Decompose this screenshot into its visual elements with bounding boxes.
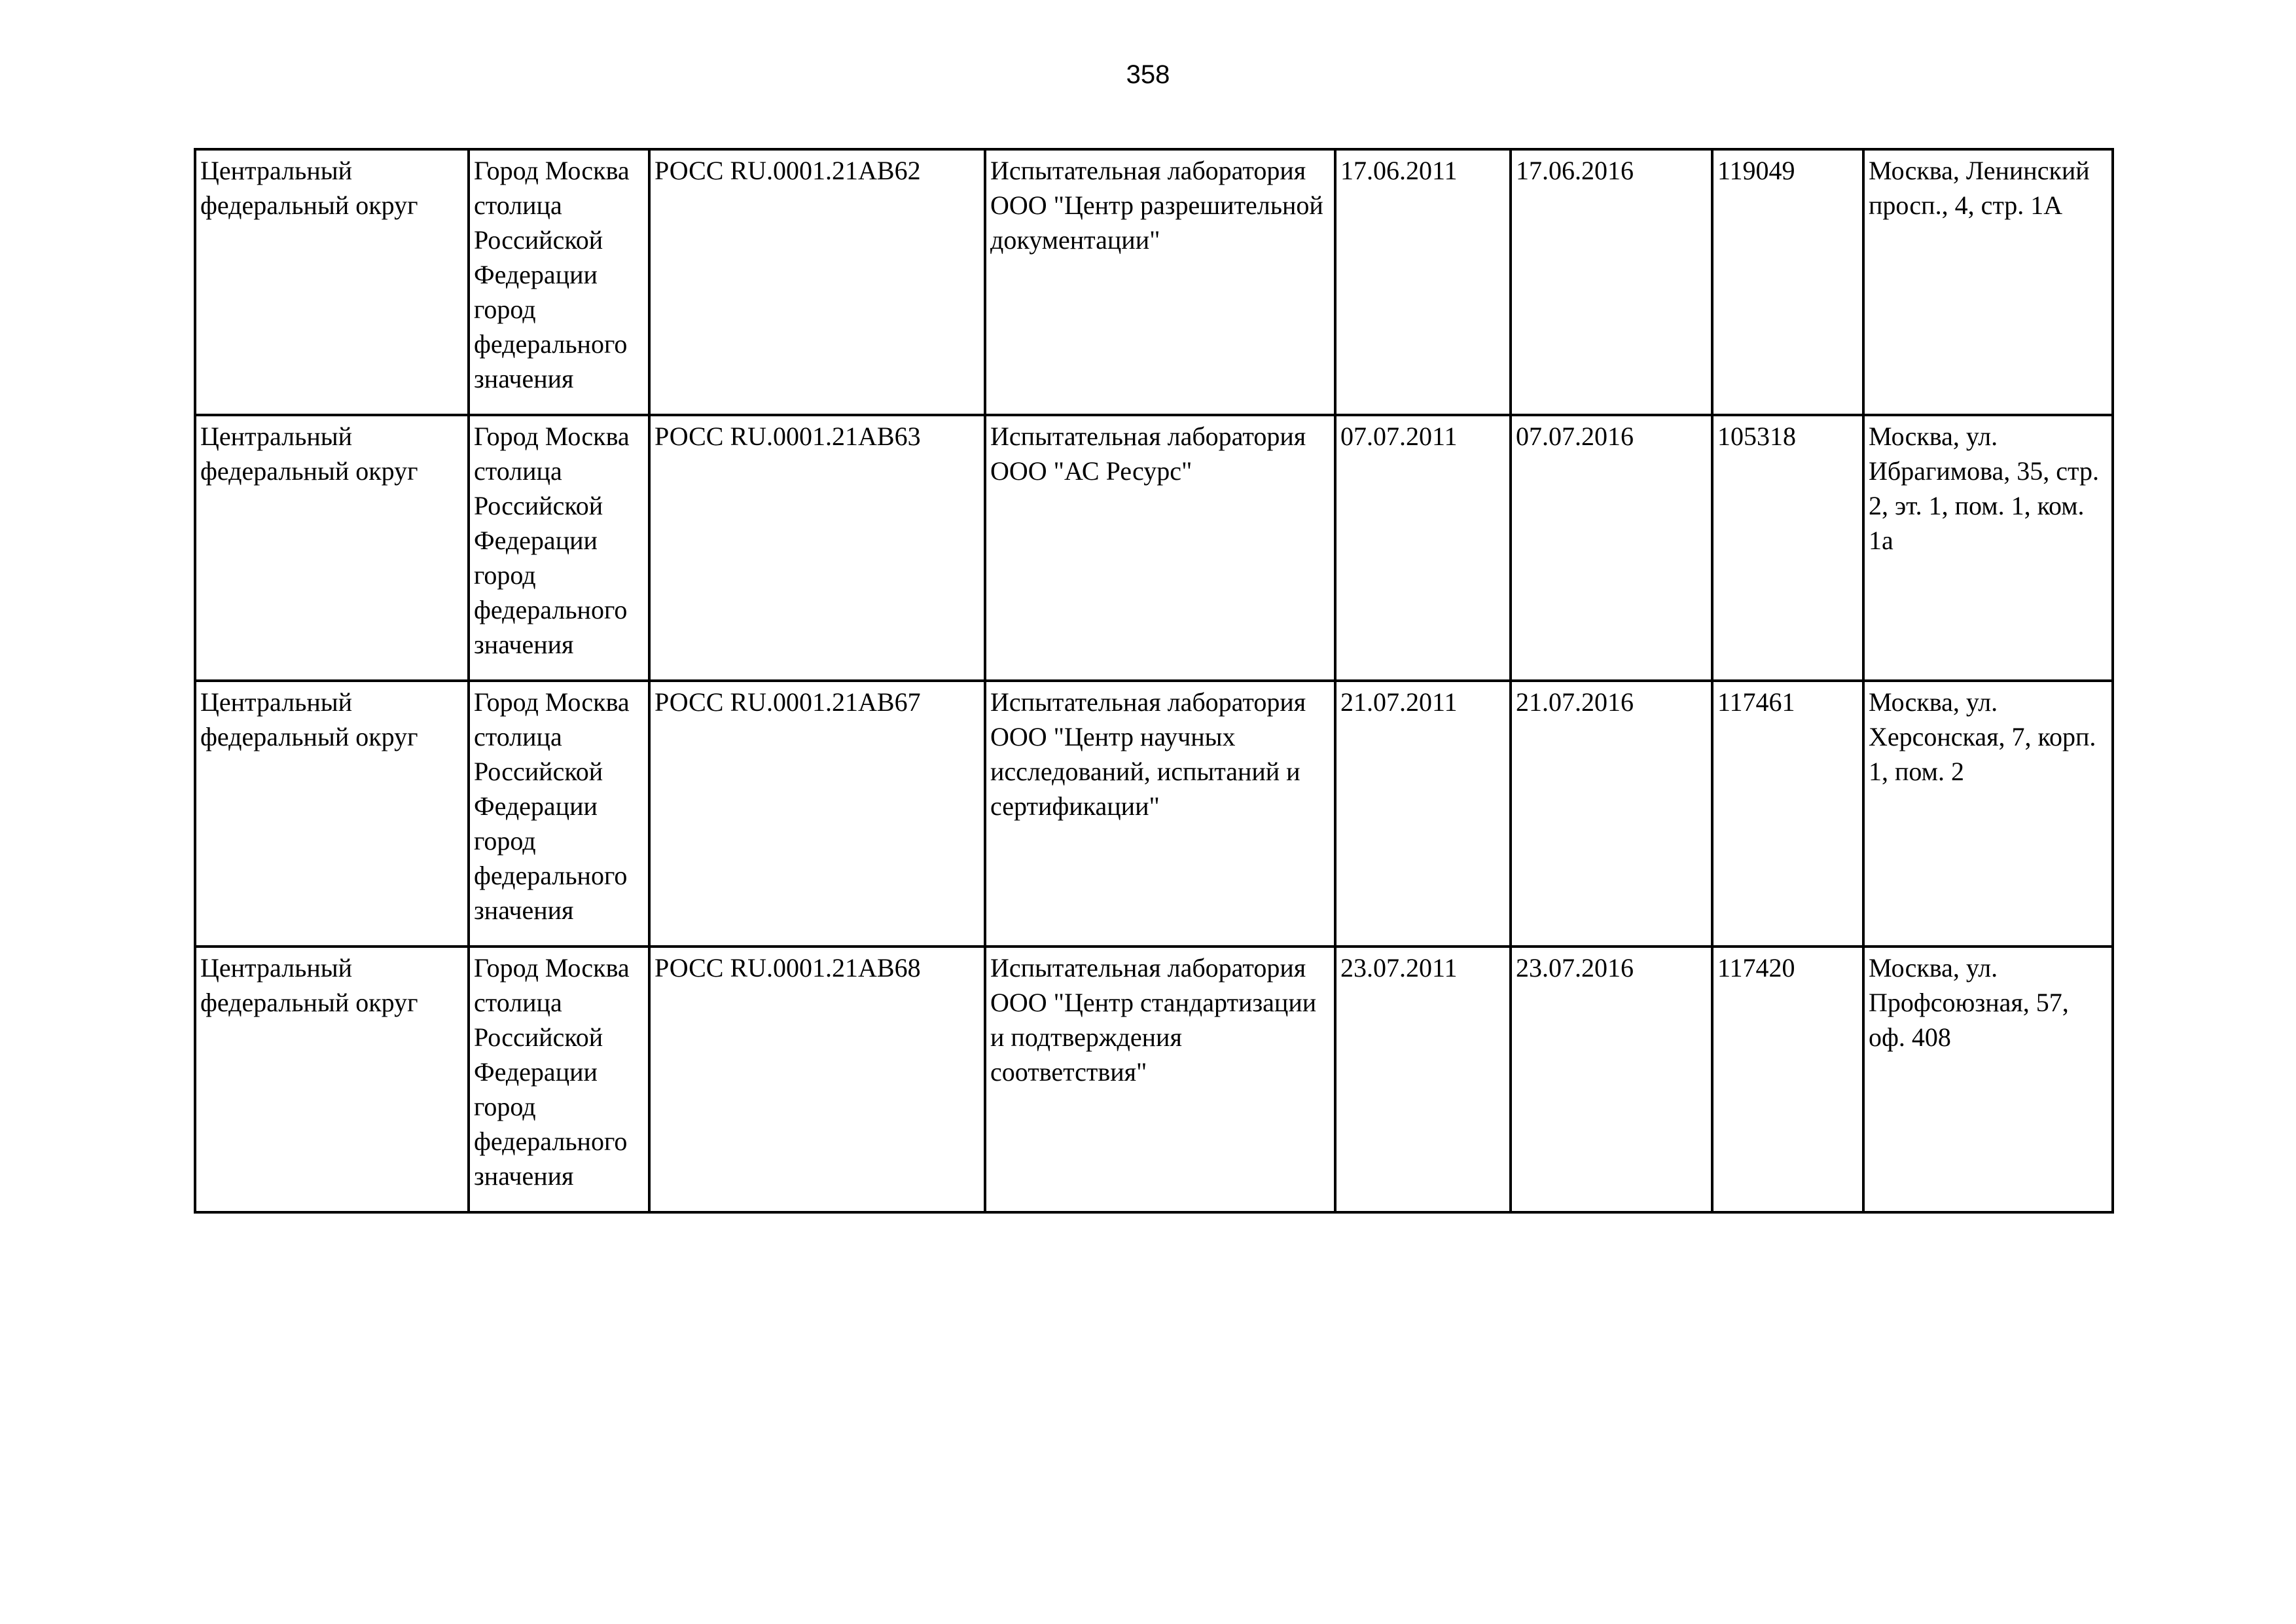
table-row (195, 947, 2113, 1212)
region-cell: Город Москва столица Российской Федерации город федерального значения (469, 415, 649, 681)
district-cell: Центральный федеральный округ (195, 947, 469, 1212)
date-to-cell: 07.07.2016 (1511, 415, 1712, 681)
date-from-cell: 21.07.2011 (1335, 681, 1511, 947)
certificate-cell: РОСС RU.0001.21АВ68 (649, 947, 985, 1212)
region-cell: Город Москва столица Российской Федерации город федерального значения (469, 681, 649, 947)
address-cell: Москва, ул. Херсонская, 7, корп. 1, пом. 2 (1863, 681, 2113, 947)
region-cell: Город Москва столица Российской Федерации город федерального значения (469, 947, 649, 1212)
region-cell: Город Москва столица Российской Федерации город федерального значения (469, 149, 649, 415)
table-row (195, 415, 2113, 681)
date-to-cell: 17.06.2016 (1511, 149, 1712, 415)
table-row (195, 149, 2113, 415)
certificate-cell: РОСС RU.0001.21АВ67 (649, 681, 985, 947)
address-cell: Москва, ул. Ибрагимова, 35, стр. 2, эт. 1, пом. 1, ком. 1а (1863, 415, 2113, 681)
district-cell: Центральный федеральный округ (195, 149, 469, 415)
date-to-cell: 23.07.2016 (1511, 947, 1712, 1212)
postcode-cell: 119049 (1712, 149, 1863, 415)
registry-table (194, 148, 2114, 1214)
certificate-cell: РОСС RU.0001.21АВ63 (649, 415, 985, 681)
address-cell: Москва, Ленинский просп., 4, стр. 1А (1863, 149, 2113, 415)
postcode-cell: 105318 (1712, 415, 1863, 681)
address-cell: Москва, ул. Профсоюзная, 57, оф. 408 (1863, 947, 2113, 1212)
laboratory-cell: Испытательная лаборатория ООО "Центр разрешительной документации" (985, 149, 1335, 415)
laboratory-cell: Испытательная лаборатория ООО "Центр научных исследований, испытаний и сертификации" (985, 681, 1335, 947)
page-number: 358 (1126, 60, 1170, 89)
laboratory-cell: Испытательная лаборатория ООО "АС Ресурс" (985, 415, 1335, 681)
date-from-cell: 07.07.2011 (1335, 415, 1511, 681)
date-from-cell: 17.06.2011 (1335, 149, 1511, 415)
date-to-cell: 21.07.2016 (1511, 681, 1712, 947)
district-cell: Центральный федеральный округ (195, 415, 469, 681)
certificate-cell: РОСС RU.0001.21АВ62 (649, 149, 985, 415)
table-row (195, 681, 2113, 947)
postcode-cell: 117461 (1712, 681, 1863, 947)
postcode-cell: 117420 (1712, 947, 1863, 1212)
district-cell: Центральный федеральный округ (195, 681, 469, 947)
date-from-cell: 23.07.2011 (1335, 947, 1511, 1212)
laboratory-cell: Испытательная лаборатория ООО "Центр стандартизации и подтверждения соответствия" (985, 947, 1335, 1212)
